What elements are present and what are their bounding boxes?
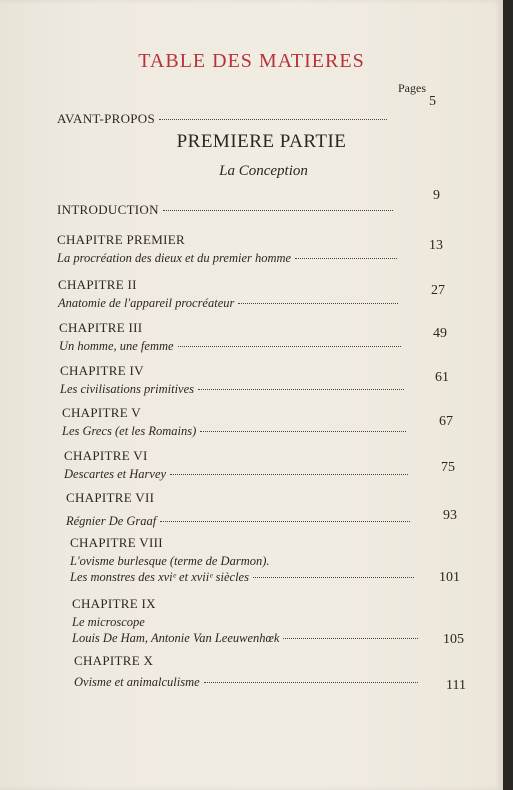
dot-leader bbox=[178, 346, 401, 347]
dot-leader bbox=[238, 303, 398, 304]
toc-entry-chapter-9 bbox=[72, 596, 422, 646]
chapter-heading: CHAPITRE IV bbox=[60, 363, 144, 378]
chapter-heading: CHAPITRE II bbox=[58, 277, 137, 292]
toc-entry-chapter-1 bbox=[57, 232, 401, 266]
toc-entry-avant-propos bbox=[57, 111, 391, 127]
dot-leader bbox=[200, 431, 406, 432]
page-number: 67 bbox=[439, 414, 453, 429]
chapter-title: Anatomie de l'appareil procréateur bbox=[58, 296, 235, 310]
page-number: 105 bbox=[443, 632, 464, 647]
chapter-title: Les civilisations primitives bbox=[60, 382, 195, 396]
dot-leader bbox=[198, 389, 404, 390]
chapter-title: Les monstres des xviᵉ et xviiᵉ siècles bbox=[70, 570, 249, 584]
toc-entry-chapter-10 bbox=[74, 653, 422, 690]
page-number: 13 bbox=[429, 238, 443, 253]
toc-entry-introduction bbox=[57, 202, 397, 218]
page-number: 5 bbox=[429, 94, 436, 109]
toc-entry-chapter-6 bbox=[64, 448, 412, 482]
entry-label: INTRODUCTION bbox=[57, 202, 159, 217]
chapter-heading: CHAPITRE PREMIER bbox=[57, 232, 185, 247]
toc-entry-chapter-4 bbox=[60, 363, 408, 397]
chapter-title: Régnier De Graaf bbox=[66, 514, 157, 528]
toc-entry-chapter-7 bbox=[66, 490, 414, 529]
chapter-heading: CHAPITRE IX bbox=[72, 596, 156, 611]
toc-entry-chapter-5 bbox=[62, 405, 410, 439]
page-number: 9 bbox=[433, 188, 440, 203]
chapter-heading: CHAPITRE VII bbox=[66, 490, 155, 505]
part-subtitle: La Conception bbox=[219, 163, 308, 179]
page-number: 49 bbox=[433, 326, 447, 341]
chapter-heading: CHAPITRE V bbox=[62, 405, 141, 420]
chapter-title: Un homme, une femme bbox=[59, 339, 174, 353]
toc-title: TABLE DES MATIERES bbox=[138, 50, 365, 72]
chapter-heading: CHAPITRE X bbox=[74, 653, 154, 668]
chapter-heading: CHAPITRE III bbox=[59, 320, 143, 335]
dot-leader bbox=[204, 682, 418, 683]
chapter-title: Les Grecs (et les Romains) bbox=[62, 424, 197, 438]
chapter-heading: CHAPITRE VI bbox=[64, 448, 148, 463]
toc-entry-chapter-2 bbox=[58, 277, 402, 311]
toc-entry-chapter-3 bbox=[59, 320, 405, 354]
page-number: 61 bbox=[435, 370, 449, 385]
chapter-title: Louis De Ham, Antonie Van Leeuwenhœk bbox=[72, 631, 280, 645]
dot-leader bbox=[283, 638, 418, 639]
chapter-title: Descartes et Harvey bbox=[64, 467, 167, 481]
dot-leader bbox=[163, 210, 393, 211]
chapter-title-line1: Le microscope bbox=[72, 615, 145, 629]
dot-leader bbox=[295, 258, 397, 259]
dot-leader bbox=[253, 577, 414, 578]
page-number: 27 bbox=[431, 283, 445, 298]
dot-leader bbox=[159, 119, 387, 120]
chapter-title: La procréation des dieux et du premier homme bbox=[57, 251, 292, 265]
page-number: 111 bbox=[446, 678, 466, 693]
toc-entry-chapter-8 bbox=[70, 535, 418, 585]
page-number: 75 bbox=[441, 460, 455, 475]
chapter-title-line1: L'ovisme burlesque (terme de Darmon). bbox=[70, 554, 270, 568]
page-number: 101 bbox=[439, 570, 460, 585]
pages-column-label: Pages bbox=[398, 81, 426, 95]
chapter-heading: CHAPITRE VIII bbox=[70, 535, 163, 550]
dot-leader bbox=[160, 521, 410, 522]
part-title: PREMIERE PARTIE bbox=[176, 131, 347, 152]
entry-label: AVANT-PROPOS bbox=[57, 111, 156, 126]
chapter-title: Ovisme et animalculisme bbox=[74, 675, 200, 689]
page-number: 93 bbox=[443, 508, 457, 523]
dot-leader bbox=[170, 474, 408, 475]
